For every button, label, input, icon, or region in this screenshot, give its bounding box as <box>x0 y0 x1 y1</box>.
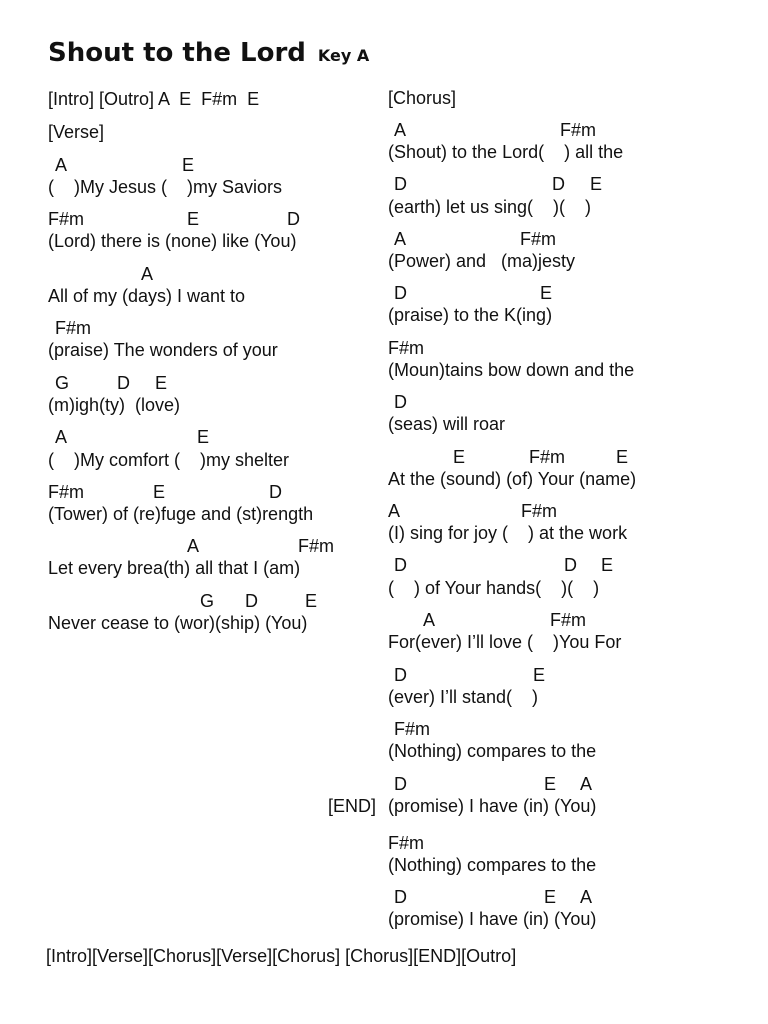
lyric-line: (Lord) there is (none) like (You) <box>48 231 297 251</box>
intro-outro-line: [Intro] [Outro] A E F#m E <box>48 89 260 109</box>
chord: D <box>287 209 300 229</box>
chord: D <box>394 283 407 303</box>
chord: D <box>394 555 407 575</box>
chord: A <box>55 155 68 175</box>
chord: E <box>197 427 210 447</box>
chord: G <box>55 373 70 393</box>
chord: A <box>55 427 68 447</box>
chord: E <box>616 447 629 467</box>
lyric-line: (Nothing) compares to the <box>388 855 597 875</box>
lyric-line: (Moun)tains bow down and the <box>388 360 635 380</box>
lyric-line: ( )My comfort ( )my shelter <box>48 450 290 470</box>
lyric-line: (praise) to the K(ing) <box>388 305 553 325</box>
chord: A <box>141 264 154 284</box>
lyric-line: (seas) will roar <box>388 414 506 434</box>
chord: A <box>580 774 593 794</box>
chord: D <box>394 887 407 907</box>
chord: D <box>394 665 407 685</box>
lyric-line: (praise) The wonders of your <box>48 340 278 360</box>
lyric-line: Let every brea(th) all that I (am) <box>48 558 301 578</box>
chord: E <box>187 209 200 229</box>
chord: E <box>601 555 614 575</box>
lyric-line: For(ever) I’ll love ( )You For <box>388 632 622 652</box>
chord: E <box>182 155 195 175</box>
chord: F#m <box>298 536 334 556</box>
lyric-line: Never cease to (wor)(ship) (You) <box>48 613 308 633</box>
lyric-line: (I) sing for joy ( ) at the work <box>388 523 628 543</box>
chord: A <box>580 887 593 907</box>
chord: F#m <box>48 209 84 229</box>
chord: F#m <box>529 447 565 467</box>
lyric-line: (promise) I have (in) (You) <box>388 909 597 929</box>
lyric-line: (Power) and (ma)jesty <box>388 251 576 271</box>
chord: D <box>269 482 282 502</box>
lyric-line: (earth) let us sing( )( ) <box>388 197 592 217</box>
chord: F#m <box>560 120 596 140</box>
chord: F#m <box>48 482 84 502</box>
end-label: [END] <box>328 796 377 816</box>
chord: A <box>394 229 407 249</box>
chord: E <box>544 774 557 794</box>
chord: F#m <box>388 833 424 853</box>
chord: D <box>117 373 130 393</box>
chord: F#m <box>388 338 424 358</box>
chord: E <box>540 283 553 303</box>
chord: E <box>533 665 546 685</box>
lyric-line: (m)igh(ty) (love) <box>48 395 181 415</box>
chord: E <box>453 447 466 467</box>
chord: D <box>394 774 407 794</box>
song-structure-footer: [Intro][Verse][Chorus][Verse][Chorus] [Chorus][END][Outro] <box>46 946 517 966</box>
lyric-line: (ever) I’ll stand( ) <box>388 687 539 707</box>
chord: E <box>155 373 168 393</box>
verse-label: [Verse] <box>48 122 105 142</box>
song-key: Key A <box>317 46 370 65</box>
chord: D <box>394 392 407 412</box>
chord: F#m <box>55 318 91 338</box>
chord: E <box>153 482 166 502</box>
lyric-line: (Tower) of (re)fuge and (st)rength <box>48 504 314 524</box>
chord: A <box>394 120 407 140</box>
song-title-row <box>48 38 369 68</box>
lyric-line: (Shout) to the Lord( ) all the <box>388 142 624 162</box>
chord: E <box>590 174 603 194</box>
chord: E <box>544 887 557 907</box>
chord: D <box>564 555 577 575</box>
lyric-line: (Nothing) compares to the <box>388 741 597 761</box>
chord: F#m <box>521 501 557 521</box>
chord: A <box>423 610 436 630</box>
chord: D <box>552 174 565 194</box>
lyric-line: (promise) I have (in) (You) <box>388 796 597 816</box>
chord: F#m <box>550 610 586 630</box>
chord: F#m <box>394 719 430 739</box>
chorus-label: [Chorus] <box>388 88 457 108</box>
chord: G <box>200 591 215 611</box>
chord: A <box>187 536 200 556</box>
lyric-line: ( ) of Your hands( )( ) <box>388 578 600 598</box>
chord: D <box>245 591 258 611</box>
lyric-line: All of my (days) I want to <box>48 286 246 306</box>
chord: A <box>388 501 401 521</box>
chord: D <box>394 174 407 194</box>
lyric-line: ( )My Jesus ( )my Saviors <box>48 177 283 197</box>
lyric-line: At the (sound) (of) Your (name) <box>388 469 637 489</box>
chord: E <box>305 591 318 611</box>
chord: F#m <box>520 229 556 249</box>
song-title: Shout to the Lord <box>48 38 306 68</box>
